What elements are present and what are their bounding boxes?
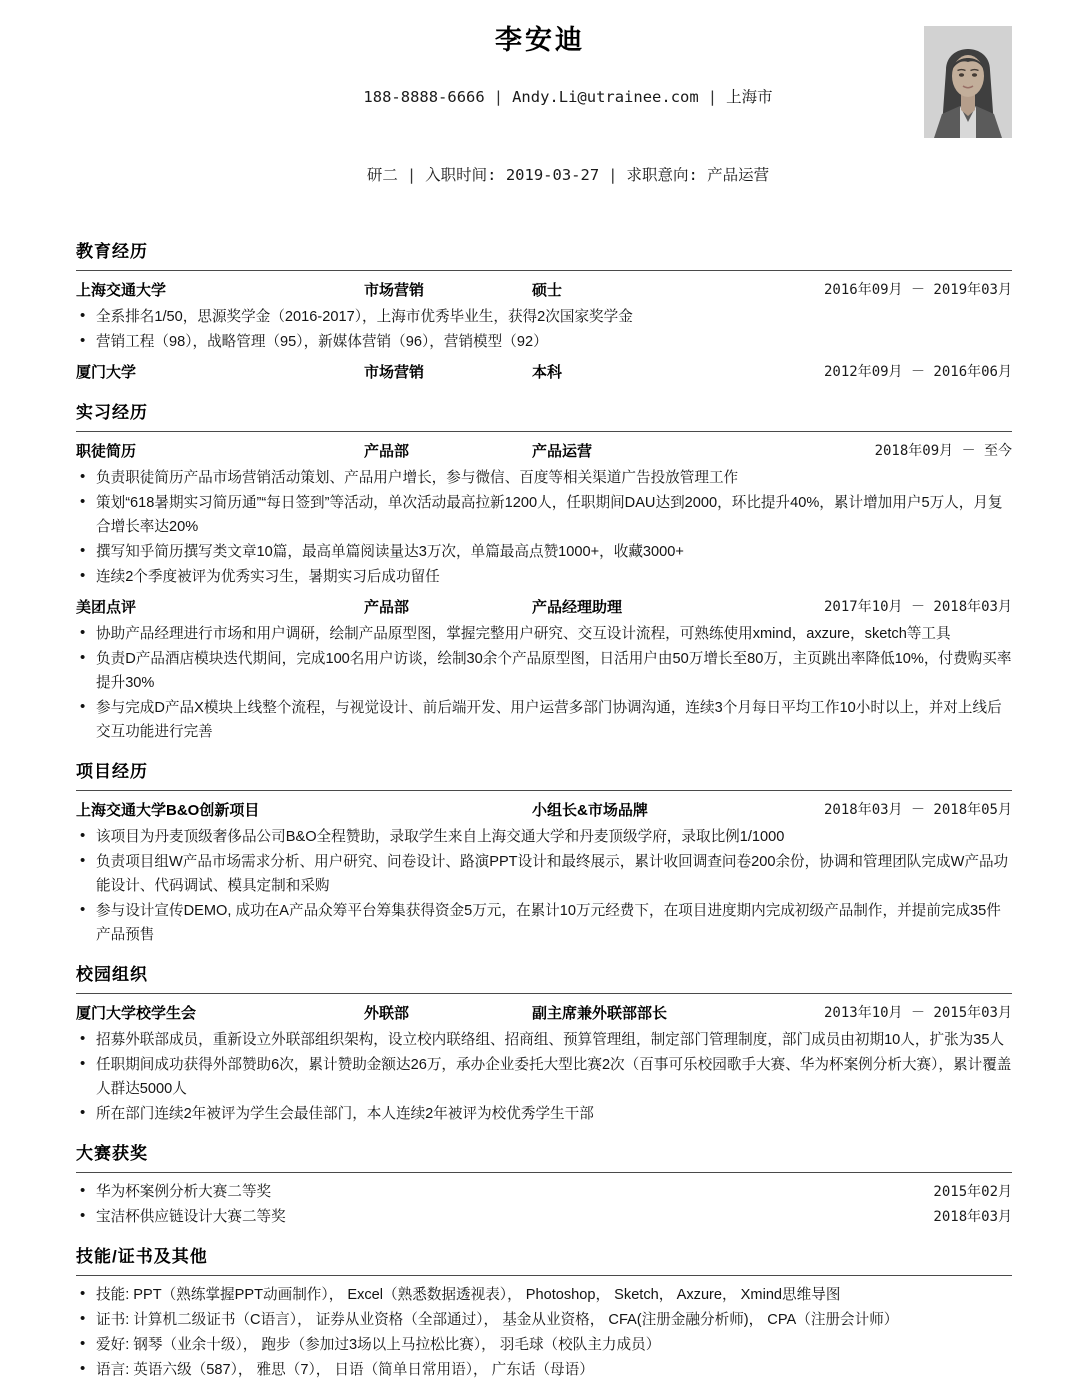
entry <box>76 1001 1012 1126</box>
section-internship <box>76 401 1012 744</box>
entry-degree: 本科 <box>532 364 563 381</box>
entry-field: 市场营销 <box>364 364 425 381</box>
entry-date-range: 2018年03月 － 2018年05月 <box>823 802 1012 818</box>
section-campus-organization <box>76 963 1012 1126</box>
list-item <box>76 1205 1012 1229</box>
entry-date-range: 2013年10月 － 2015年03月 <box>823 1005 1012 1021</box>
entry-row <box>76 439 1012 464</box>
list-item: • 营销工程（98），战略管理（95），新媒体营销（96），营销模型（92） <box>76 330 1012 354</box>
section-title: 大赛获奖 <box>76 1144 148 1163</box>
entry-field: 市场营销 <box>364 282 425 299</box>
list-item <box>76 1180 1012 1204</box>
resume-header <box>0 0 1080 224</box>
separator-icon: | <box>406 166 417 184</box>
entry-row <box>76 798 1012 823</box>
bullet-list <box>76 825 1012 947</box>
list-item: • 任职期间成功获得外部赞助6次，累计赞助金额达26万，承办企业委托大型比赛2次（百事可乐校园歌手大赛、华为杯案例分析大赛），累计覆盖人群达5000人 <box>76 1053 1012 1101</box>
contact-line-1 <box>0 58 1080 136</box>
entry-date-range: 2016年09月 － 2019年03月 <box>823 282 1012 298</box>
award-date: 2018年03月 <box>933 1209 1012 1225</box>
section-skills-certificates <box>76 1245 1012 1382</box>
list-item: • 证书: 计算机二级证书（C语言）， 证券从业资格（全部通过）， 基金从业资格， CFA(注册金融分析师)， CPA（注册会计师） <box>76 1308 1012 1332</box>
entry-date-range: 2012年09月 － 2016年06月 <box>823 364 1012 380</box>
entry <box>76 278 1012 354</box>
section-title: 校园组织 <box>76 965 148 984</box>
entry-date: 入职时间: 2019-03-27 <box>425 166 600 184</box>
entry <box>76 595 1012 744</box>
section-divider <box>76 790 1012 791</box>
section-divider <box>76 270 1012 271</box>
separator-icon: | <box>493 88 504 106</box>
list-item: • 连续2个季度被评为优秀实习生，暑期实习后成功留任 <box>76 565 1012 589</box>
list-item: • 全系排名1/50，思源奖学金（2016-2017），上海市优秀毕业生，获得2次国家奖学金 <box>76 305 1012 329</box>
list-item: • 负责职徒简历产品市场营销活动策划、产品用户增长，参与微信、百度等相关渠道广告投放管理工作 <box>76 466 1012 490</box>
section-title: 教育经历 <box>76 242 148 261</box>
bullet-list <box>76 1028 1012 1126</box>
section-title: 技能/证书及其他 <box>76 1247 208 1266</box>
section-awards <box>76 1142 1012 1229</box>
entry <box>76 360 1012 385</box>
list-item: • 协助产品经理进行市场和用户调研，绘制产品原型图，掌握完整用户研究、交互设计流程，可熟练使用xmind，axzure，sketch等工具 <box>76 622 1012 646</box>
entry-organization: 职徒简历 <box>76 443 137 460</box>
entry-organization: 厦门大学 <box>76 364 137 381</box>
list-item: • 负责项目组W产品市场需求分析、用户研究、问卷设计、路演PPT设计和最终展示，累计收回调查问卷200余份，协调和管理团队完成W产品功能设计、代码调试、模具定制和采购 <box>76 850 1012 898</box>
section-title: 项目经历 <box>76 762 148 781</box>
city: 上海市 <box>726 88 773 106</box>
entry-department: 产品部 <box>364 599 410 616</box>
skills-list <box>76 1283 1012 1382</box>
entry <box>76 798 1012 947</box>
section-divider <box>76 1275 1012 1276</box>
entry-role: 小组长&市场品牌 <box>532 802 648 819</box>
entry-organization: 厦门大学校学生会 <box>76 1005 197 1022</box>
separator-icon: | <box>608 166 618 184</box>
list-item: • 所在部门连续2年被评为学生会最佳部门，本人连续2年被评为校优秀学生干部 <box>76 1102 1012 1126</box>
entry-row <box>76 595 1012 620</box>
candidate-name: 李安迪 <box>495 25 585 55</box>
list-item: • 爱好: 钢琴（业余十级）， 跑步（参加过3场以上马拉松比赛）， 羽毛球（校队主力成员） <box>76 1333 1012 1357</box>
portrait-photo <box>924 26 1012 138</box>
section-divider <box>76 431 1012 432</box>
contact-line-2 <box>0 136 1080 214</box>
list-item: • 语言: 英语六级（587）， 雅思（7）， 日语（简单日常用语）， 广东话（母语） <box>76 1358 1012 1382</box>
entry-row <box>76 1001 1012 1026</box>
entry-degree: 硕士 <box>532 282 563 299</box>
entry-row <box>76 360 1012 385</box>
list-item: • 策划“618暑期实习简历通”“每日签到”等活动，单次活动最高拉新1200人，任职期间DAU达到2000，环比提升40%，累计增加用户5万人，月复合增长率达20% <box>76 491 1012 539</box>
section-projects <box>76 760 1012 947</box>
list-item: • 招募外联部成员，重新设立外联部组织架构，设立校内联络组、招商组、预算管理组，制定部门管理制度，部门成员由初期10人，扩张为35人 <box>76 1028 1012 1052</box>
entry-organization: 美团点评 <box>76 599 137 616</box>
award-name: 宝洁杯供应链设计大赛二等奖 <box>96 1209 286 1225</box>
entry <box>76 439 1012 589</box>
separator-icon: | <box>707 88 718 106</box>
section-divider <box>76 993 1012 994</box>
entry-organization: 上海交通大学 <box>76 282 167 299</box>
entry-date-range: 2018年09月 － 至今 <box>874 443 1012 459</box>
job-objective: 求职意向: 产品运营 <box>626 166 770 184</box>
award-list <box>76 1180 1012 1229</box>
section-divider <box>76 1172 1012 1173</box>
entry-role: 副主席兼外联部部长 <box>532 1005 668 1022</box>
entry-organization: 上海交通大学B&O创新项目 <box>76 802 260 819</box>
entry-role: 产品运营 <box>532 443 593 460</box>
list-item: • 参与设计宣传DEMO, 成功在A产品众筹平台筹集获得资金5万元，在累计10万元经费下，在项目进度期内完成初级产品制作，并提前完成35件产品预售 <box>76 899 1012 947</box>
email-address: Andy.Li@utrainee.com <box>512 88 699 106</box>
education-stage: 研二 <box>366 166 398 184</box>
section-title: 实习经历 <box>76 403 148 422</box>
entry-date-range: 2017年10月 － 2018年03月 <box>823 599 1012 615</box>
bullet-list <box>76 305 1012 354</box>
entry-department: 外联部 <box>364 1005 410 1022</box>
section-education <box>76 240 1012 385</box>
award-name: 华为杯案例分析大赛二等奖 <box>96 1184 272 1200</box>
list-item: • 负责D产品酒店模块迭代期间，完成100名用户访谈，绘制30余个产品原型图，日活用户由50万增长至80万，主页跳出率降低10%，付费购买率提升30% <box>76 647 1012 695</box>
resume-body <box>0 240 1080 1382</box>
entry-department: 产品部 <box>364 443 410 460</box>
phone-number: 188-8888-6666 <box>363 88 485 106</box>
entry-row <box>76 278 1012 303</box>
award-date: 2015年02月 <box>933 1184 1012 1200</box>
list-item: • 参与完成D产品X模块上线整个流程，与视觉设计、前后端开发、用户运营多部门协调沟通，连续3个月每日平均工作10小时以上，并对上线后交互功能进行完善 <box>76 696 1012 744</box>
bullet-list <box>76 466 1012 589</box>
list-item: • 该项目为丹麦顶级奢侈品公司B&O全程赞助，录取学生来自上海交通大学和丹麦顶级学府，录取比例1/1000 <box>76 825 1012 849</box>
list-item: • 撰写知乎简历撰写类文章10篇，最高单篇阅读量达3万次，单篇最高点赞1000+，收藏3000+ <box>76 540 1012 564</box>
entry-role: 产品经理助理 <box>532 599 623 616</box>
list-item: • 技能: PPT（熟练掌握PPT动画制作）， Excel（熟悉数据透视表）， Photoshop， Sketch， Axzure， Xmind思维导图 <box>76 1283 1012 1307</box>
bullet-list <box>76 622 1012 744</box>
